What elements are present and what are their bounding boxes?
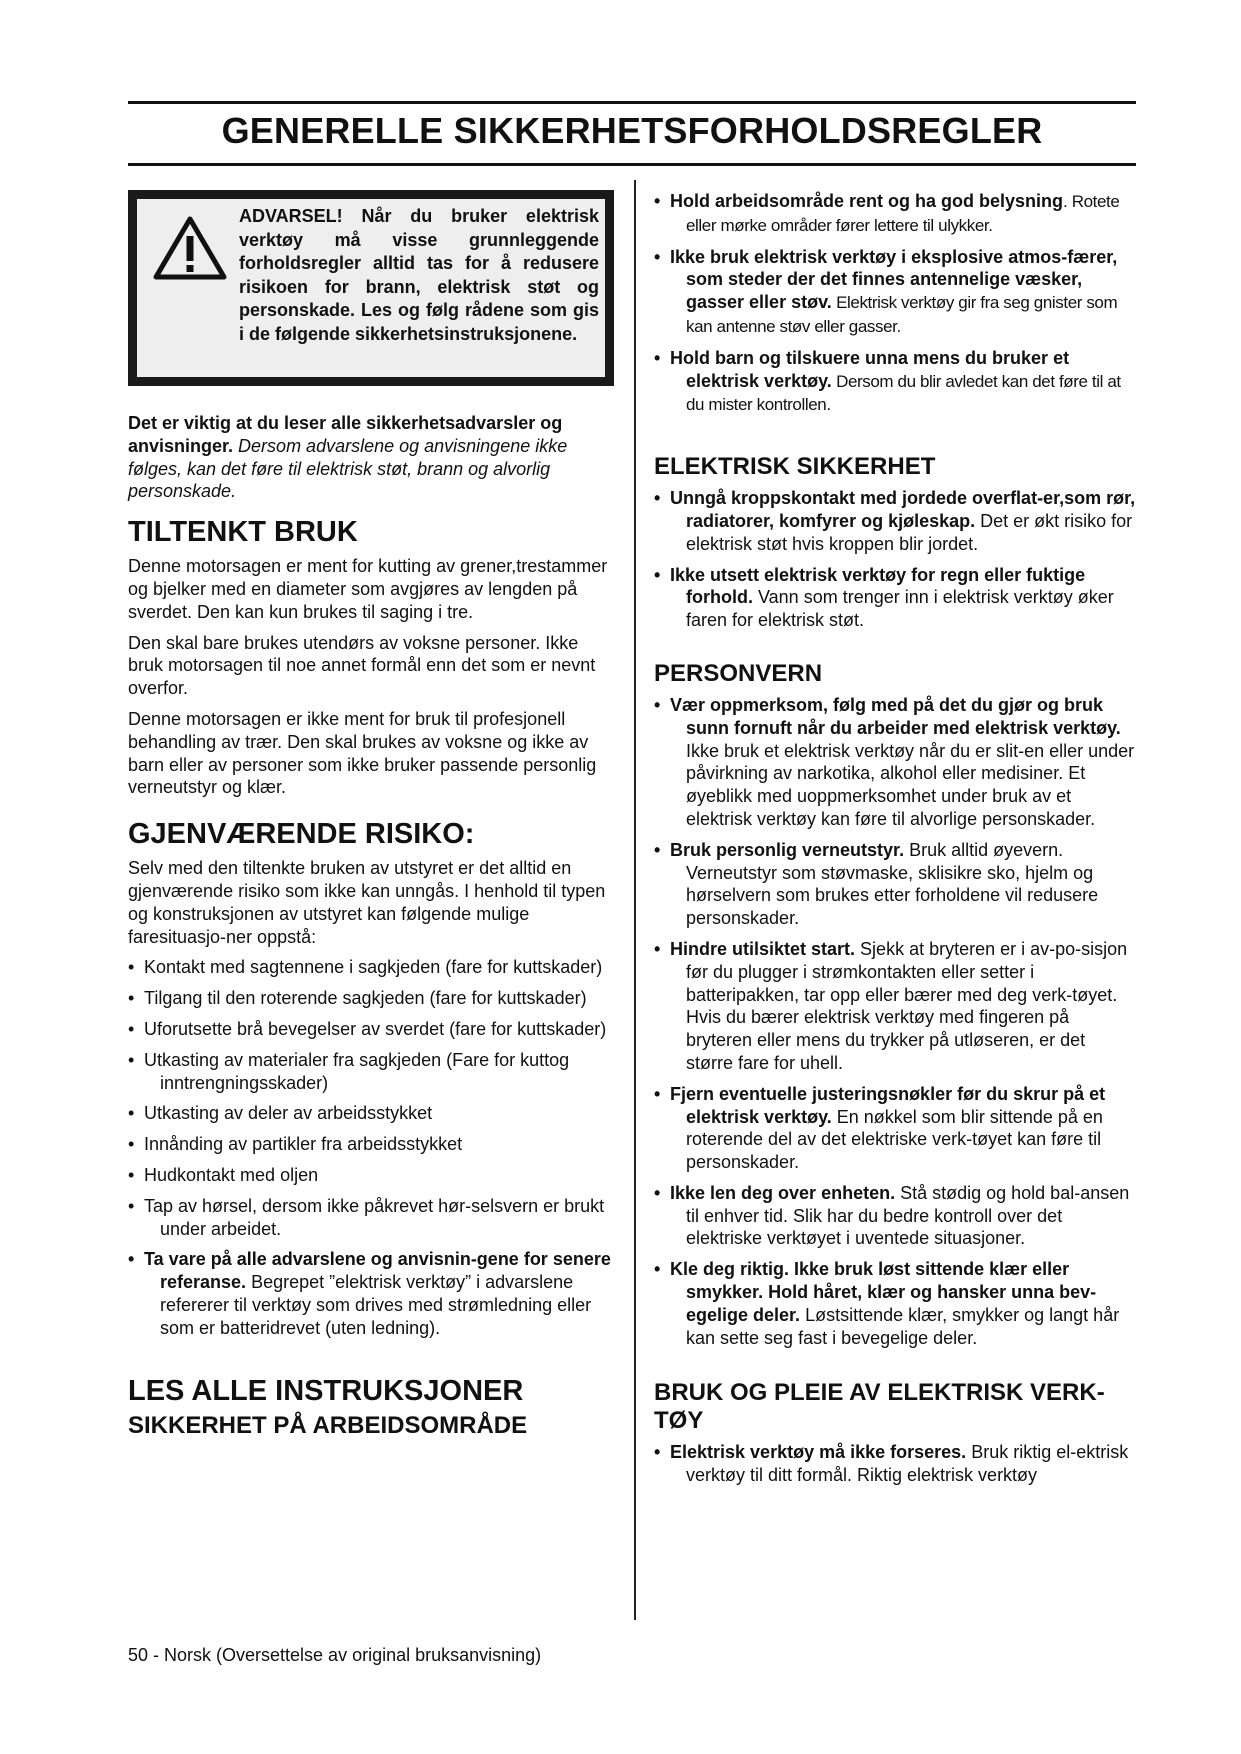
tiltenkt-paragraph: Den skal bare brukes utendørs av voksne personer. Ikke bruk motorsagen til noe annet formål enn det som er nevnt overfor. [128, 632, 596, 699]
list-item-bold: Elektrisk verktøy må ikke forseres. [670, 1442, 967, 1463]
list-item [128, 1164, 614, 1187]
risiko-intro: Selv med den tiltenkte bruken av utstyret er det alltid en gjenværende risiko som ikke kan unngås. I henhold til typen og konstruksjonen av utstyret kan følgende mulige faresituasjo-ner oppstå: [128, 858, 606, 947]
list-item-text: Løstsittende klær, smykker og langt hår kan sette seg fast i bevegelige deler. [686, 1304, 1120, 1348]
list-item-text: Vann som trenger inn i elektrisk verktøy øker faren for elektrisk støt. [686, 587, 1114, 631]
top-rule [128, 101, 1136, 104]
list-item-bold: Fjern eventuelle justeringsnøkler før du skrur på et elektrisk verktøy. [670, 1083, 1106, 1127]
elektrisk-heading: ELEKTRISK SIKKERHET [654, 453, 936, 481]
bullet-dot: • [654, 564, 661, 585]
tiltenkt-paragraph: Denne motorsagen er ment for kutting av grener,trestammer og bjelker med en diameter som avgjøres av lengden på sverdet. Den kan kun brukes til saging i tre. [128, 556, 608, 622]
bullet-dot: • [128, 988, 135, 1009]
tiltenkt-heading: TILTENKT BRUK [128, 516, 358, 549]
list-item [128, 1102, 614, 1125]
elektrisk-list [654, 487, 1136, 632]
bullet-dot: • [654, 347, 661, 368]
list-item-text: Tap av hørsel, dersom ikke påkrevet hør-selsvern er brukt under arbeidet. [144, 1195, 605, 1239]
bullet-dot: • [654, 1083, 661, 1104]
list-item-bold: Ikke bruk elektrisk verktøy i eksplosive atmos-færer, som steder der det finnes antennelige væsker, gasser eller støv. [670, 246, 1118, 313]
list-item [654, 487, 1136, 555]
list-item [654, 1182, 1136, 1250]
warning-triangle-icon [153, 215, 227, 281]
list-item-text: Utkasting av materialer fra sagkjeden (Fare for kuttog inntrengningsskader) [144, 1049, 570, 1093]
bullet-dot: • [654, 694, 661, 715]
bullet-dot: • [654, 246, 661, 267]
list-item-bold: Ikke utsett elektrisk verktøy for regn eller fuktige forhold. [670, 564, 1086, 608]
personvern-list [654, 694, 1136, 1350]
list-item [654, 1083, 1136, 1174]
list-item-text: Begrepet ”elektrisk verktøy” i advarslene refererer til verktøy som drives med strømledning eller som er batteridrevet (uten ledning). [160, 1272, 592, 1338]
bullet-dot: • [128, 1134, 135, 1155]
list-item [654, 190, 1136, 238]
bullet-dot: • [654, 839, 661, 860]
bullet-dot: • [128, 1018, 135, 1039]
list-item-text: En nøkkel som blir sittende på en roterende del av det elektriske verk-tøyet kan føre til personskader. [686, 1106, 1103, 1173]
list-item-text: Utkasting av deler av arbeidsstykket [144, 1103, 433, 1124]
list-item-bold: Hold arbeidsområde rent og ha god belysning [670, 191, 1064, 211]
list-item [128, 1195, 614, 1241]
list-item [654, 1441, 1136, 1487]
list-item-bold: Hold barn og tilskuere unna mens du bruker et elektrisk verktøy. [670, 347, 1070, 391]
bullet-dot: • [128, 1103, 135, 1124]
warning-box [128, 190, 614, 386]
bruk-pleie-heading: BRUK OG PLEIE AV ELEKTRISK VERK-TØY [654, 1379, 1105, 1435]
list-item-text: Elektrisk verktøy gir fra seg gnister som kan antenne støv eller gasser. [686, 293, 1118, 336]
list-item [128, 1018, 614, 1041]
page-title: GENERELLE SIKKERHETSFORHOLDSREGLER [221, 110, 1043, 151]
tiltenkt-body [128, 555, 614, 799]
bullet-dot: • [128, 1049, 135, 1070]
list-item-text: Hudkontakt med oljen [144, 1164, 319, 1185]
list-item [654, 694, 1136, 831]
list-item-bold: Kle deg riktig. Ikke bruk løst sittende klær eller smykker. Hold håret, klær og hansker unna bev-egelige deler. [670, 1259, 1097, 1325]
list-item-text: Kontakt med sagtennene i sagkjeden (fare for kuttskader) [144, 957, 603, 978]
list-item-bold: Bruk personlig verneutstyr. [670, 839, 905, 860]
list-item-text: Bruk riktig el-ektrisk verktøy til ditt formål. Riktig elektrisk verktøy [686, 1442, 1129, 1486]
list-item [654, 246, 1136, 339]
bullet-dot: • [128, 957, 135, 978]
list-item [128, 1133, 614, 1156]
right-column [654, 190, 1136, 1495]
list-item [654, 347, 1136, 417]
list-item [128, 987, 614, 1010]
list-item-text: . Rotete eller mørke områder fører lettere til ulykker. [686, 192, 1120, 235]
intro-italic: Dersom advarslene og anvisningene ikke følges, kan det føre til elektrisk støt, brann og alvorlig personskade. [128, 435, 568, 502]
bullet-dot: • [654, 938, 661, 959]
list-item-text: Uforutsette brå bevegelser av sverdet (fare for kuttskader) [144, 1018, 607, 1039]
page-footer: 50 - Norsk (Oversettelse av original bruksanvisning) [128, 1645, 542, 1665]
list-item-text: Det er økt risiko for elektrisk støt hvis kroppen blir jordet. [686, 510, 1133, 554]
list-item-text: Tilgang til den roterende sagkjeden (fare for kuttskader) [144, 988, 587, 1009]
list-item [654, 564, 1136, 632]
list-item-text: Stå stødig og hold bal-ansen til enhver tid. Slik har du bedre kontroll over det elektriske verktøyet i uventede situasjoner. [686, 1182, 1130, 1249]
list-item [128, 1049, 614, 1095]
bruk-pleie-list [654, 1441, 1136, 1487]
list-item-text: Bruk alltid øyevern. Verneutstyr som støvmaske, sklisikre sko, hjelm og hørselvern som brukes etter forholdene vil redusere personskader. [686, 839, 1099, 929]
bullet-dot: • [654, 1259, 661, 1280]
risiko-body [128, 857, 614, 1339]
arbeidsomrade-list [654, 190, 1136, 417]
list-item-bold: Hindre utilsiktet start. [670, 938, 856, 959]
personvern-heading: PERSONVERN [654, 659, 823, 687]
bullet-dot: • [128, 1249, 135, 1270]
list-item-text: Dersom du blir avledet kan det føre til at du mister kontrollen. [686, 371, 1121, 415]
list-item-bold: Vær oppmerksom, følg med på det du gjør og bruk sunn fornuft når du arbeider med elektrisk verktøy. [670, 694, 1121, 738]
les-alle-heading: LES ALLE INSTRUKSJONER [128, 1374, 524, 1407]
list-item-bold: Unngå kroppskontakt med jordede overflat-er,som rør, radiatorer, komfyrer og kjøleskap. [670, 488, 1136, 531]
list-item [654, 938, 1136, 1075]
bullet-dot: • [128, 1164, 135, 1185]
list-item [654, 839, 1136, 930]
bullet-dot: • [654, 1442, 661, 1463]
title-bottom-rule [128, 163, 1136, 166]
list-item [128, 956, 614, 979]
bullet-dot: • [654, 191, 661, 211]
list-item-bold: Ta vare på alle advarslene og anvisnin-gene for senere referanse. [144, 1249, 611, 1293]
intro-paragraph [128, 412, 614, 503]
arbeidsomrade-heading: SIKKERHET PÅ ARBEIDSOMRÅDE [128, 1411, 528, 1439]
bullet-dot: • [654, 1182, 661, 1203]
list-item [654, 1258, 1136, 1349]
list-item [128, 1248, 614, 1339]
column-divider [634, 180, 636, 1620]
risiko-heading: GJENVÆRENDE RISIKO: [128, 818, 475, 851]
list-item-text: Innånding av partikler fra arbeidsstykket [144, 1134, 463, 1155]
warning-text: ADVARSEL! Når du bruker elektrisk verktøy må visse grunnleggende forholdsregler alltid tas for å redusere risikoen for brann, elektrisk støt og personskade. Les og følg rådene som gis i de følgende sikkerhetsinstruksjonene. [239, 206, 599, 344]
list-item-text: Sjekk at bryteren er i av-po-sisjon før du plugger i strømkontakten eller setter i batteripakken, tar opp eller bærer med deg verk-tøyet. Hvis du bærer elektrisk verktøy med fingeren på bryteren eller mens du trykker på utløseren, er det større fare for uhell. [686, 938, 1128, 1073]
bullet-dot: • [128, 1195, 135, 1216]
bullet-dot: • [654, 488, 661, 509]
left-column [128, 190, 614, 1440]
list-item-bold: Ikke len deg over enheten. [670, 1182, 896, 1203]
tiltenkt-paragraph: Denne motorsagen er ikke ment for bruk til profesjonell behandling av trær. Den skal brukes av voksne og ikke av barn eller av personer som ikke bruker passende personlig verneutstyr og klær. [128, 708, 597, 798]
intro-bold: Det er viktig at du leser alle sikkerhetsadvarsler og anvisninger. [128, 413, 563, 456]
list-item-text: Ikke bruk et elektrisk verktøy når du er slit-en eller under påvirkning av narkotika, alkohol eller medisiner. Et øyeblikk med uoppmerksomhet under bruk av et elektrisk verktøy kan føre til alvorlige personskader. [686, 740, 1135, 829]
